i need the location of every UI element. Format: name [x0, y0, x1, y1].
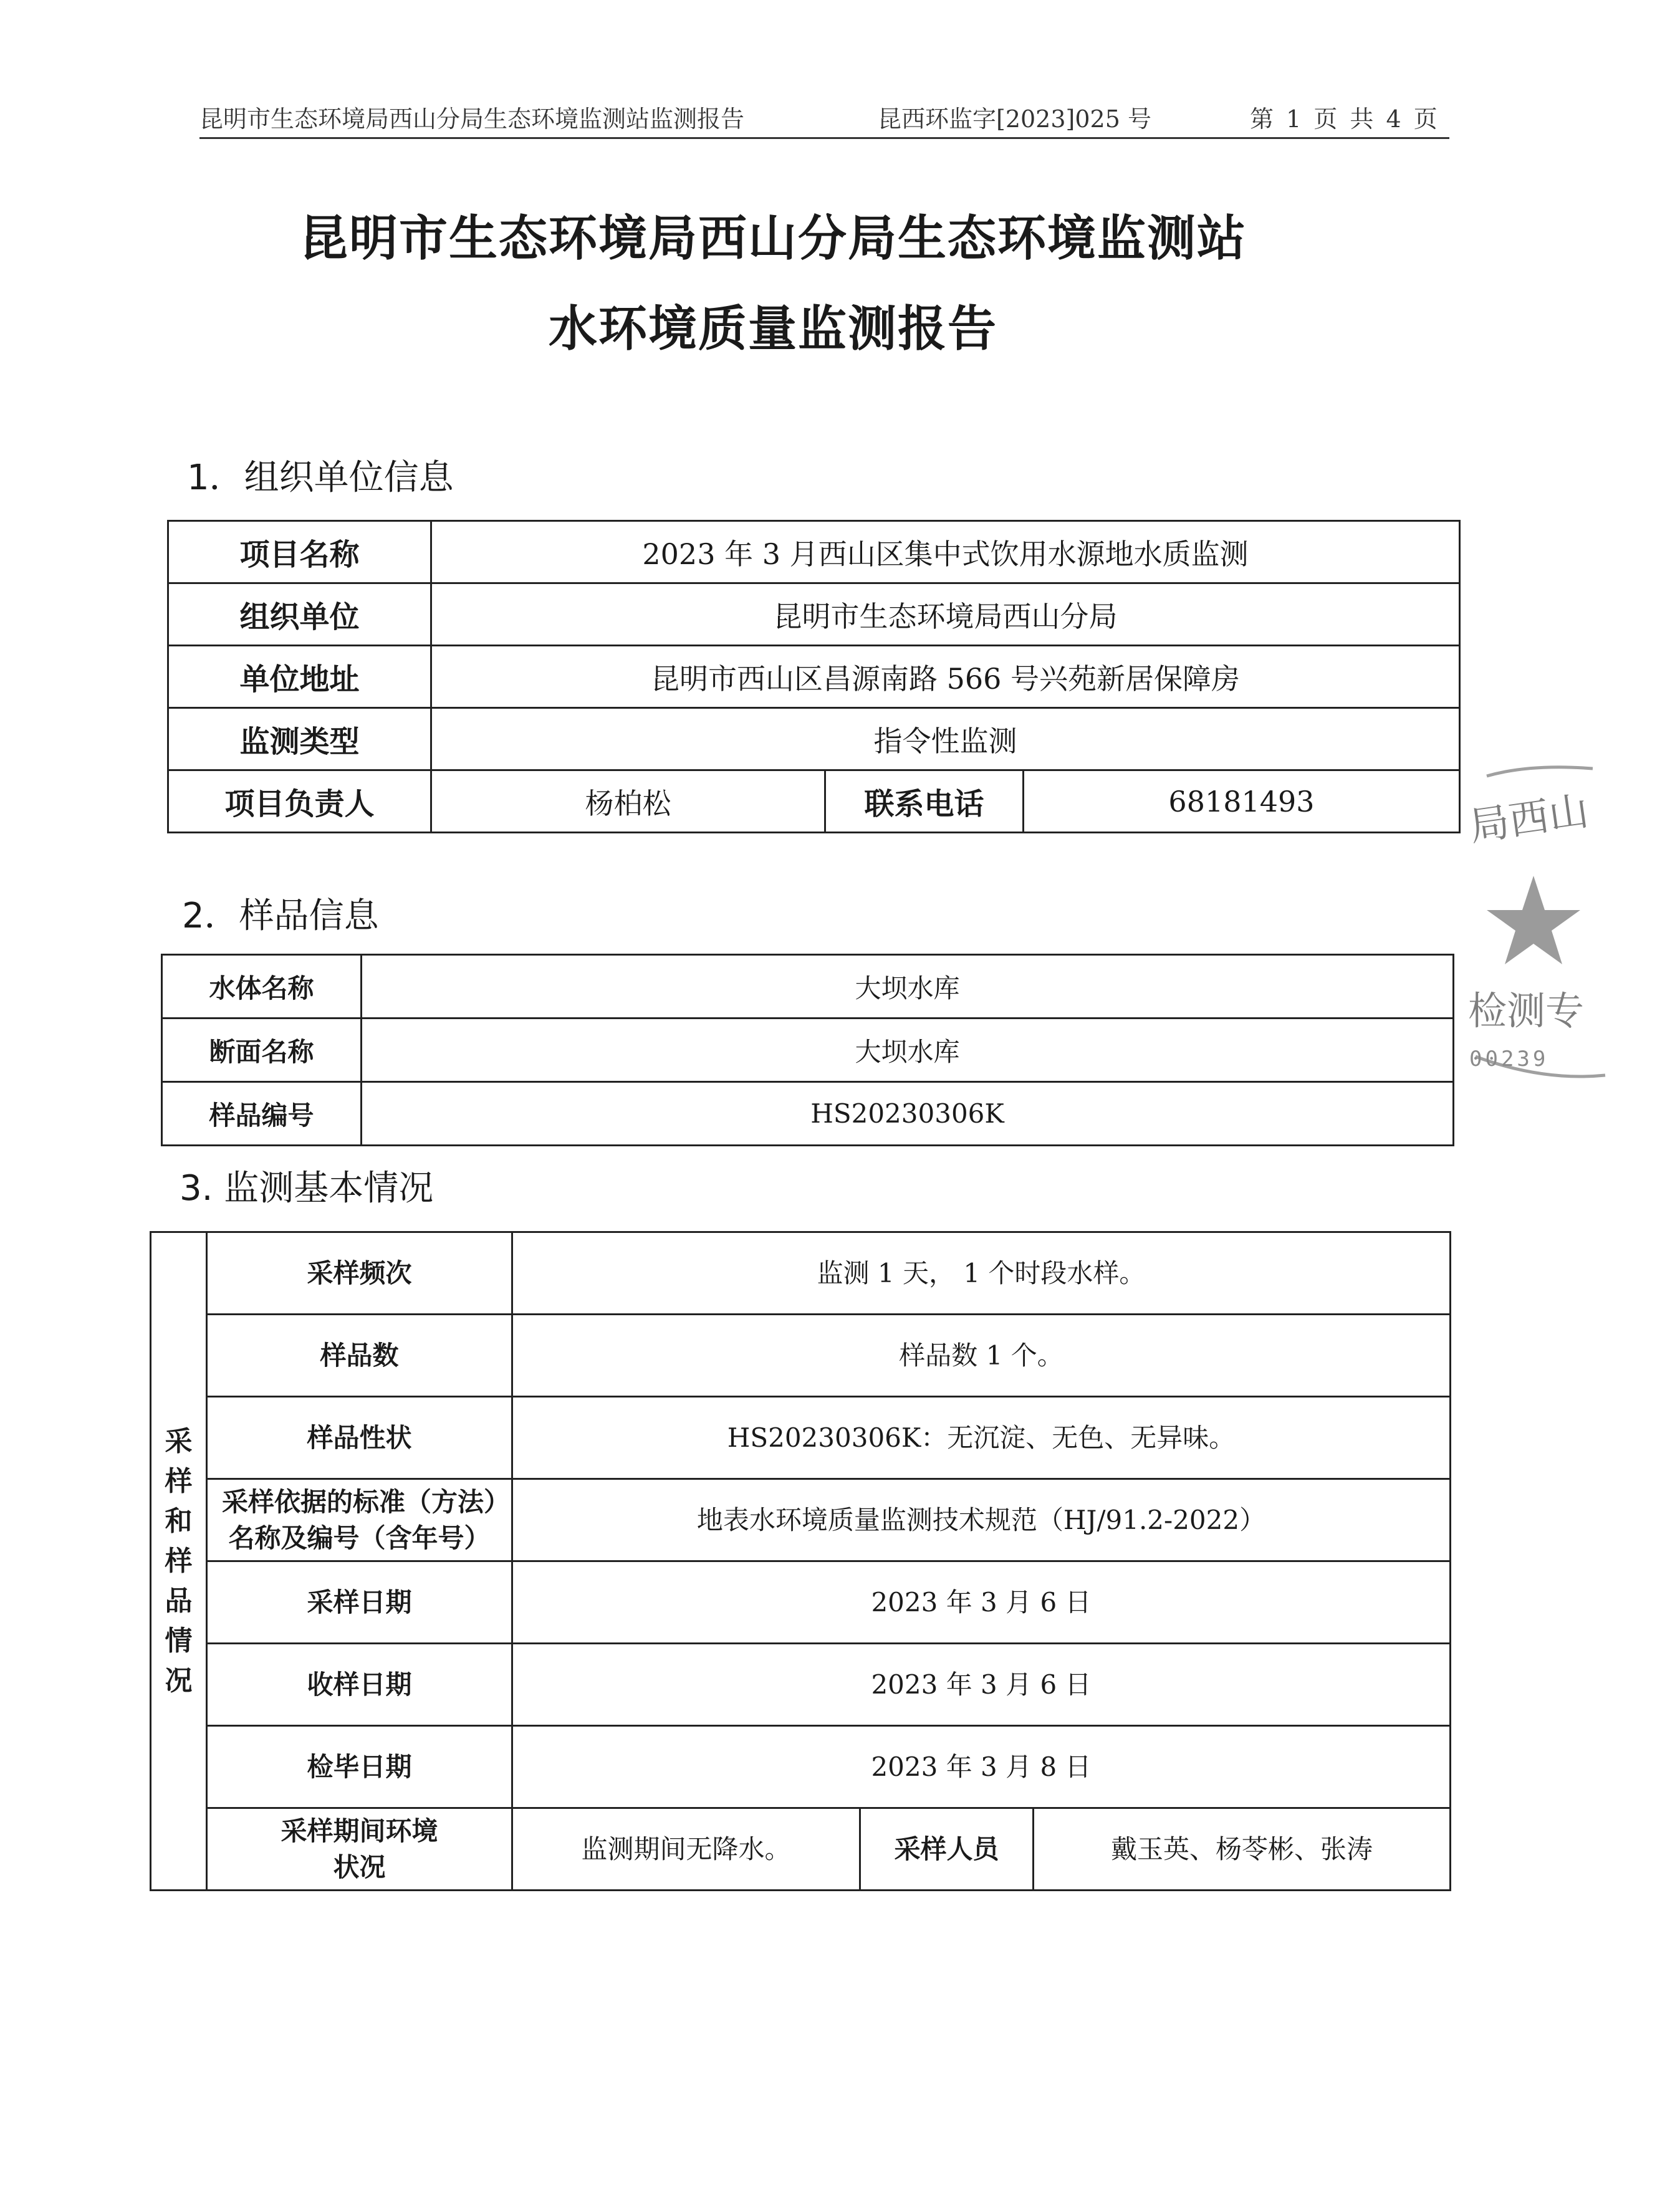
row-label: 检毕日期: [207, 1726, 512, 1808]
section2-heading: 2．样品信息: [182, 896, 379, 936]
table-row: [151, 1232, 1451, 1315]
row-label: 收样日期: [207, 1644, 512, 1726]
table-row: [151, 1315, 1451, 1397]
row-value: 样品数 1 个。: [512, 1315, 1451, 1397]
seal-code: 00239: [1469, 1047, 1549, 1071]
row-label: 样品数: [207, 1315, 512, 1397]
seal-rim-top: [1487, 767, 1593, 776]
row-value: 监测期间无降水。: [512, 1808, 860, 1891]
report-title-line2: 水环境质量监测报告: [548, 301, 997, 357]
row-value: 2023 年 3 月西山区集中式饮用水源地水质监测: [431, 521, 1460, 583]
table-row: [151, 1561, 1451, 1644]
official-seal: [1468, 764, 1680, 1088]
row-value: 昆明市生态环境局西山分局: [431, 583, 1460, 646]
row-value: 68181493: [1024, 770, 1460, 833]
report-title-line1: 昆明市生态环境局西山分局生态环境监测站: [299, 211, 1247, 267]
row-label: 联系电话: [825, 770, 1024, 833]
row-label: 采样依据的标准（方法）名称及编号（含年号）: [207, 1479, 512, 1561]
row-value: 2023 年 3 月 6 日: [512, 1644, 1451, 1726]
table-row: [151, 1397, 1451, 1479]
row-label: 采样频次: [207, 1232, 512, 1315]
section3-heading: 3. 监测基本情况: [180, 1168, 434, 1209]
row-value: HS20230306K: [362, 1082, 1454, 1146]
row-label: 采样人员: [860, 1808, 1034, 1891]
side-label-text: 采样和样品情况: [165, 1425, 193, 1697]
side-label: [151, 1232, 207, 1891]
table-row: [168, 583, 1460, 646]
header-doc-number: 昆西环监字[2023]025 号: [878, 105, 1151, 133]
row-label: 组织单位: [168, 583, 431, 646]
row-label: 单位地址: [168, 646, 431, 708]
seal-text-top: 局西山: [1466, 788, 1592, 851]
row-label: 断面名称: [162, 1019, 362, 1082]
row-label: 项目负责人: [168, 770, 431, 833]
row-value: 指令性监测: [431, 708, 1460, 770]
row-label: 采样期间环境状况: [207, 1808, 512, 1891]
row-value: 戴玉英、杨苓彬、张涛: [1034, 1808, 1451, 1891]
table-row: [151, 1808, 1451, 1891]
row-label: 采样日期: [207, 1561, 512, 1644]
table-row: [151, 1726, 1451, 1808]
table-row: [162, 1019, 1454, 1082]
row-value: 大坝水库: [362, 955, 1454, 1019]
row-value: 昆明市西山区昌源南路 566 号兴苑新居保障房: [431, 646, 1460, 708]
header-rule: [199, 137, 1449, 139]
row-label: 样品编号: [162, 1082, 362, 1146]
table-row: [162, 1082, 1454, 1146]
row-label: 项目名称: [168, 521, 431, 583]
row-value: 大坝水库: [362, 1019, 1454, 1082]
row-value: 杨柏松: [431, 770, 825, 833]
table-row: [168, 646, 1460, 708]
table-row: [168, 708, 1460, 770]
row-label: 监测类型: [168, 708, 431, 770]
row-value: HS20230306K：无沉淀、无色、无异味。: [512, 1397, 1451, 1479]
row-value: 2023 年 3 月 6 日: [512, 1561, 1451, 1644]
monitoring-basics-table: [150, 1231, 1451, 1891]
table-row: [162, 955, 1454, 1019]
table-row: [168, 521, 1460, 583]
row-value: 监测 1 天， 1 个时段水样。: [512, 1232, 1451, 1315]
seal-text-bottom: 检测专: [1468, 988, 1585, 1033]
header-page-number: 第 1 页 共 4 页: [1250, 105, 1440, 133]
table-row: [151, 1644, 1451, 1726]
seal-star-icon: [1487, 876, 1580, 964]
row-label: 水体名称: [162, 955, 362, 1019]
table-row: [151, 1479, 1451, 1561]
row-label: 样品性状: [207, 1397, 512, 1479]
row-value: 地表水环境质量监测技术规范（HJ/91.2-2022）: [512, 1479, 1451, 1561]
table-row: [168, 770, 1460, 833]
header-org: 昆明市生态环境局西山分局生态环境监测站监测报告: [199, 105, 745, 133]
row-value: 2023 年 3 月 8 日: [512, 1726, 1451, 1808]
section1-heading: 1．组织单位信息: [187, 458, 454, 498]
sample-info-table: [161, 954, 1454, 1146]
organization-info-table: [167, 520, 1461, 833]
